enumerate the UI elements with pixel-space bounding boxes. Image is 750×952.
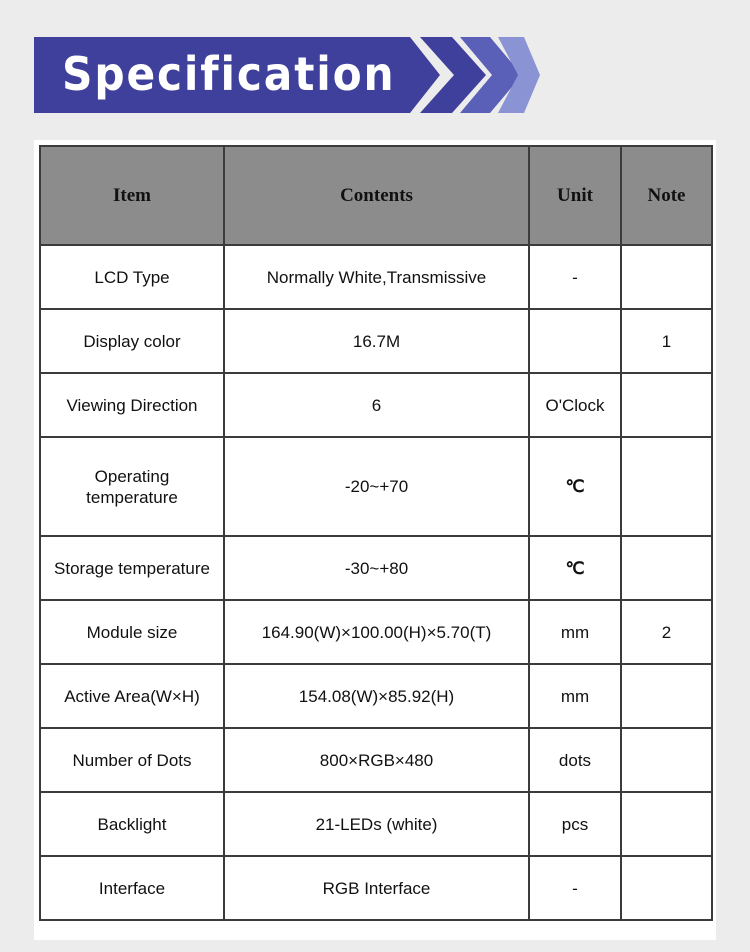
cell-note — [621, 664, 712, 728]
cell-item: Module size — [40, 600, 224, 664]
cell-unit: - — [529, 245, 621, 309]
cell-contents: -30~+80 — [224, 536, 529, 600]
cell-note — [621, 245, 712, 309]
cell-unit: dots — [529, 728, 621, 792]
cell-unit: ℃ — [529, 536, 621, 600]
cell-note — [621, 373, 712, 437]
cell-unit — [529, 309, 621, 373]
table-row — [40, 373, 712, 437]
cell-contents: 800×RGB×480 — [224, 728, 529, 792]
column-header-note: Note — [621, 146, 712, 245]
cell-contents: 154.08(W)×85.92(H) — [224, 664, 529, 728]
cell-contents: 16.7M — [224, 309, 529, 373]
table-row — [40, 437, 712, 536]
table-row — [40, 664, 712, 728]
table-header-row — [40, 146, 712, 245]
cell-unit: - — [529, 856, 621, 920]
cell-unit: pcs — [529, 792, 621, 856]
cell-item: Number of Dots — [40, 728, 224, 792]
table-row — [40, 245, 712, 309]
table-row — [40, 856, 712, 920]
cell-unit: O'Clock — [529, 373, 621, 437]
cell-note — [621, 536, 712, 600]
cell-item: Storage temperature — [40, 536, 224, 600]
cell-contents: RGB Interface — [224, 856, 529, 920]
cell-item: Active Area(W×H) — [40, 664, 224, 728]
cell-note — [621, 856, 712, 920]
cell-item: Backlight — [40, 792, 224, 856]
cell-contents: 164.90(W)×100.00(H)×5.70(T) — [224, 600, 529, 664]
column-header-item: Item — [40, 146, 224, 245]
table-row — [40, 536, 712, 600]
cell-unit: ℃ — [529, 437, 621, 536]
cell-contents: Normally White,Transmissive — [224, 245, 529, 309]
section-banner — [0, 0, 750, 130]
page-title: Specification — [62, 47, 396, 101]
cell-item: Interface — [40, 856, 224, 920]
cell-note — [621, 792, 712, 856]
cell-item: Display color — [40, 309, 224, 373]
cell-contents: -20~+70 — [224, 437, 529, 536]
cell-note: 2 — [621, 600, 712, 664]
cell-note: 1 — [621, 309, 712, 373]
cell-item: Viewing Direction — [40, 373, 224, 437]
cell-contents: 6 — [224, 373, 529, 437]
cell-contents: 21-LEDs (white) — [224, 792, 529, 856]
table-row — [40, 728, 712, 792]
table-row — [40, 309, 712, 373]
cell-note — [621, 437, 712, 536]
cell-unit: mm — [529, 664, 621, 728]
cell-item: LCD Type — [40, 245, 224, 309]
cell-unit: mm — [529, 600, 621, 664]
table-row — [40, 600, 712, 664]
cell-note — [621, 728, 712, 792]
cell-item-text: Operating temperature — [86, 466, 178, 507]
specification-table — [39, 145, 713, 921]
column-header-unit: Unit — [529, 146, 621, 245]
table-row — [40, 792, 712, 856]
column-header-contents: Contents — [224, 146, 529, 245]
cell-item — [40, 437, 224, 536]
